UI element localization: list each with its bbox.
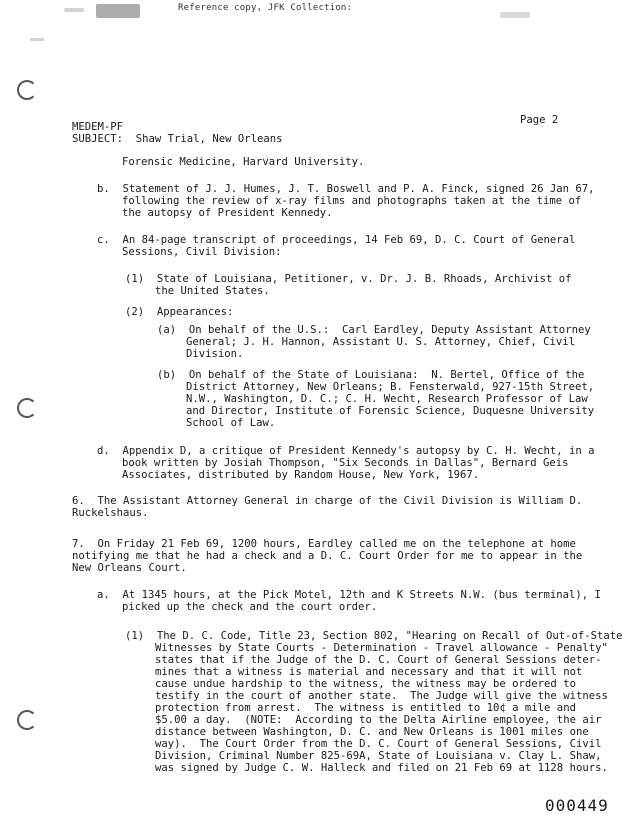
text-line: c. An 84-page transcript of proceedings, 14 Feb 69, D. C. Court of General [97, 234, 576, 246]
text-line: and Director, Institute of Forensic Science, Duquesne University [186, 405, 595, 417]
text-line: states that if the Judge of the D. C. Court of General Sessions deter- [155, 654, 602, 666]
text-line: (b) On behalf of the State of Louisiana: N. Bertel, Office of the [157, 369, 585, 381]
text-line: picked up the check and the court order. [122, 601, 378, 613]
text-line: Associates, distributed by Random House, New York, 1967. [122, 469, 480, 481]
text-line: District Attorney, New Orleans; B. Fensterwald, 927-15th Street, [186, 381, 595, 393]
page-number: 000449 [545, 796, 609, 815]
text-line: Forensic Medicine, Harvard University. [122, 156, 365, 168]
scan-smudge [64, 8, 84, 12]
text-line: testify in the court of another state. The Judge will give the witness [155, 690, 608, 702]
text-line: $5.00 a day. (NOTE: According to the Delta Airline employee, the air [155, 714, 602, 726]
text-line: School of Law. [186, 417, 276, 429]
text-line: Division, Criminal Number 825-69A, State of Louisiana v. Clay L. Shaw, [155, 750, 602, 762]
text-line: Sessions, Civil Division: [122, 246, 282, 258]
binder-hole-icon [17, 710, 37, 730]
text-line: notifying me that he had a check and a D. C. Court Order for me to appear in the [72, 550, 583, 562]
text-line: the United States. [155, 285, 270, 297]
text-line: General; J. H. Hannon, Assistant U. S. Attorney, Chief, Civil [186, 336, 576, 348]
text-line: 7. On Friday 21 Feb 69, 1200 hours, Eardley called me on the telephone at home [72, 538, 576, 550]
text-line: (a) On behalf of the U.S.: Carl Eardley, Deputy Assistant Attorney [157, 324, 591, 336]
text-line: book written by Josiah Thompson, "Six Seconds in Dallas", Bernard Geis [122, 457, 569, 469]
top-stamp: Reference copy, JFK Collection: [178, 3, 353, 13]
text-line: (2) Appearances: [125, 306, 234, 318]
text-line: (1) The D. C. Code, Title 23, Section 802, "Hearing on Recall of Out-of-State [125, 630, 623, 642]
binder-hole-icon [17, 398, 37, 418]
text-line: following the review of x-ray films and photographs taken at the time of [122, 195, 582, 207]
scan-smudge [96, 4, 140, 18]
text-line: way). The Court Order from the D. C. Court of General Sessions, Civil [155, 738, 602, 750]
text-line: Division. [186, 348, 244, 360]
text-line: New Orleans Court. [72, 562, 187, 574]
text-line: b. Statement of J. J. Humes, J. T. Boswell and P. A. Finck, signed 26 Jan 67, [97, 183, 595, 195]
scan-smudge [30, 38, 44, 41]
text-line: protection from arrest. The witness is entitled to 10¢ a mile and [155, 702, 576, 714]
text-line: a. At 1345 hours, at the Pick Motel, 12th and K Streets N.W. (bus terminal), I [97, 589, 601, 601]
text-line: mines that a witness is material and necessary and that it will not [155, 666, 583, 678]
scan-smudge [500, 12, 530, 18]
text-line: distance between Washington, D. C. and New Orleans is 1001 miles one [155, 726, 589, 738]
text-line: cause undue hardship to the witness, the witness may be ordered to [155, 678, 576, 690]
text-line: Witnesses by State Courts - Determination - Travel allowance - Penalty" [155, 642, 608, 654]
page-label: Page 2 [520, 114, 559, 126]
text-line: was signed by Judge C. W. Halleck and filed on 21 Feb 69 at 1128 hours. [155, 762, 608, 774]
text-line: d. Appendix D, a critique of President Kennedy's autopsy by C. H. Wecht, in a [97, 445, 595, 457]
text-line: Ruckelshaus. [72, 507, 149, 519]
binder-hole-icon [17, 80, 37, 100]
text-line: the autopsy of President Kennedy. [122, 207, 333, 219]
text-line: N.W., Washington, D. C.; C. H. Wecht, Research Professor of Law [186, 393, 588, 405]
text-line: 6. The Assistant Attorney General in charge of the Civil Division is William D. [72, 495, 583, 507]
office-code: MEDEM-PF [72, 121, 124, 133]
text-line: (1) State of Louisiana, Petitioner, v. Dr. J. B. Rhoads, Archivist of [125, 273, 572, 285]
subject-line: SUBJECT: Shaw Trial, New Orleans [72, 133, 283, 145]
